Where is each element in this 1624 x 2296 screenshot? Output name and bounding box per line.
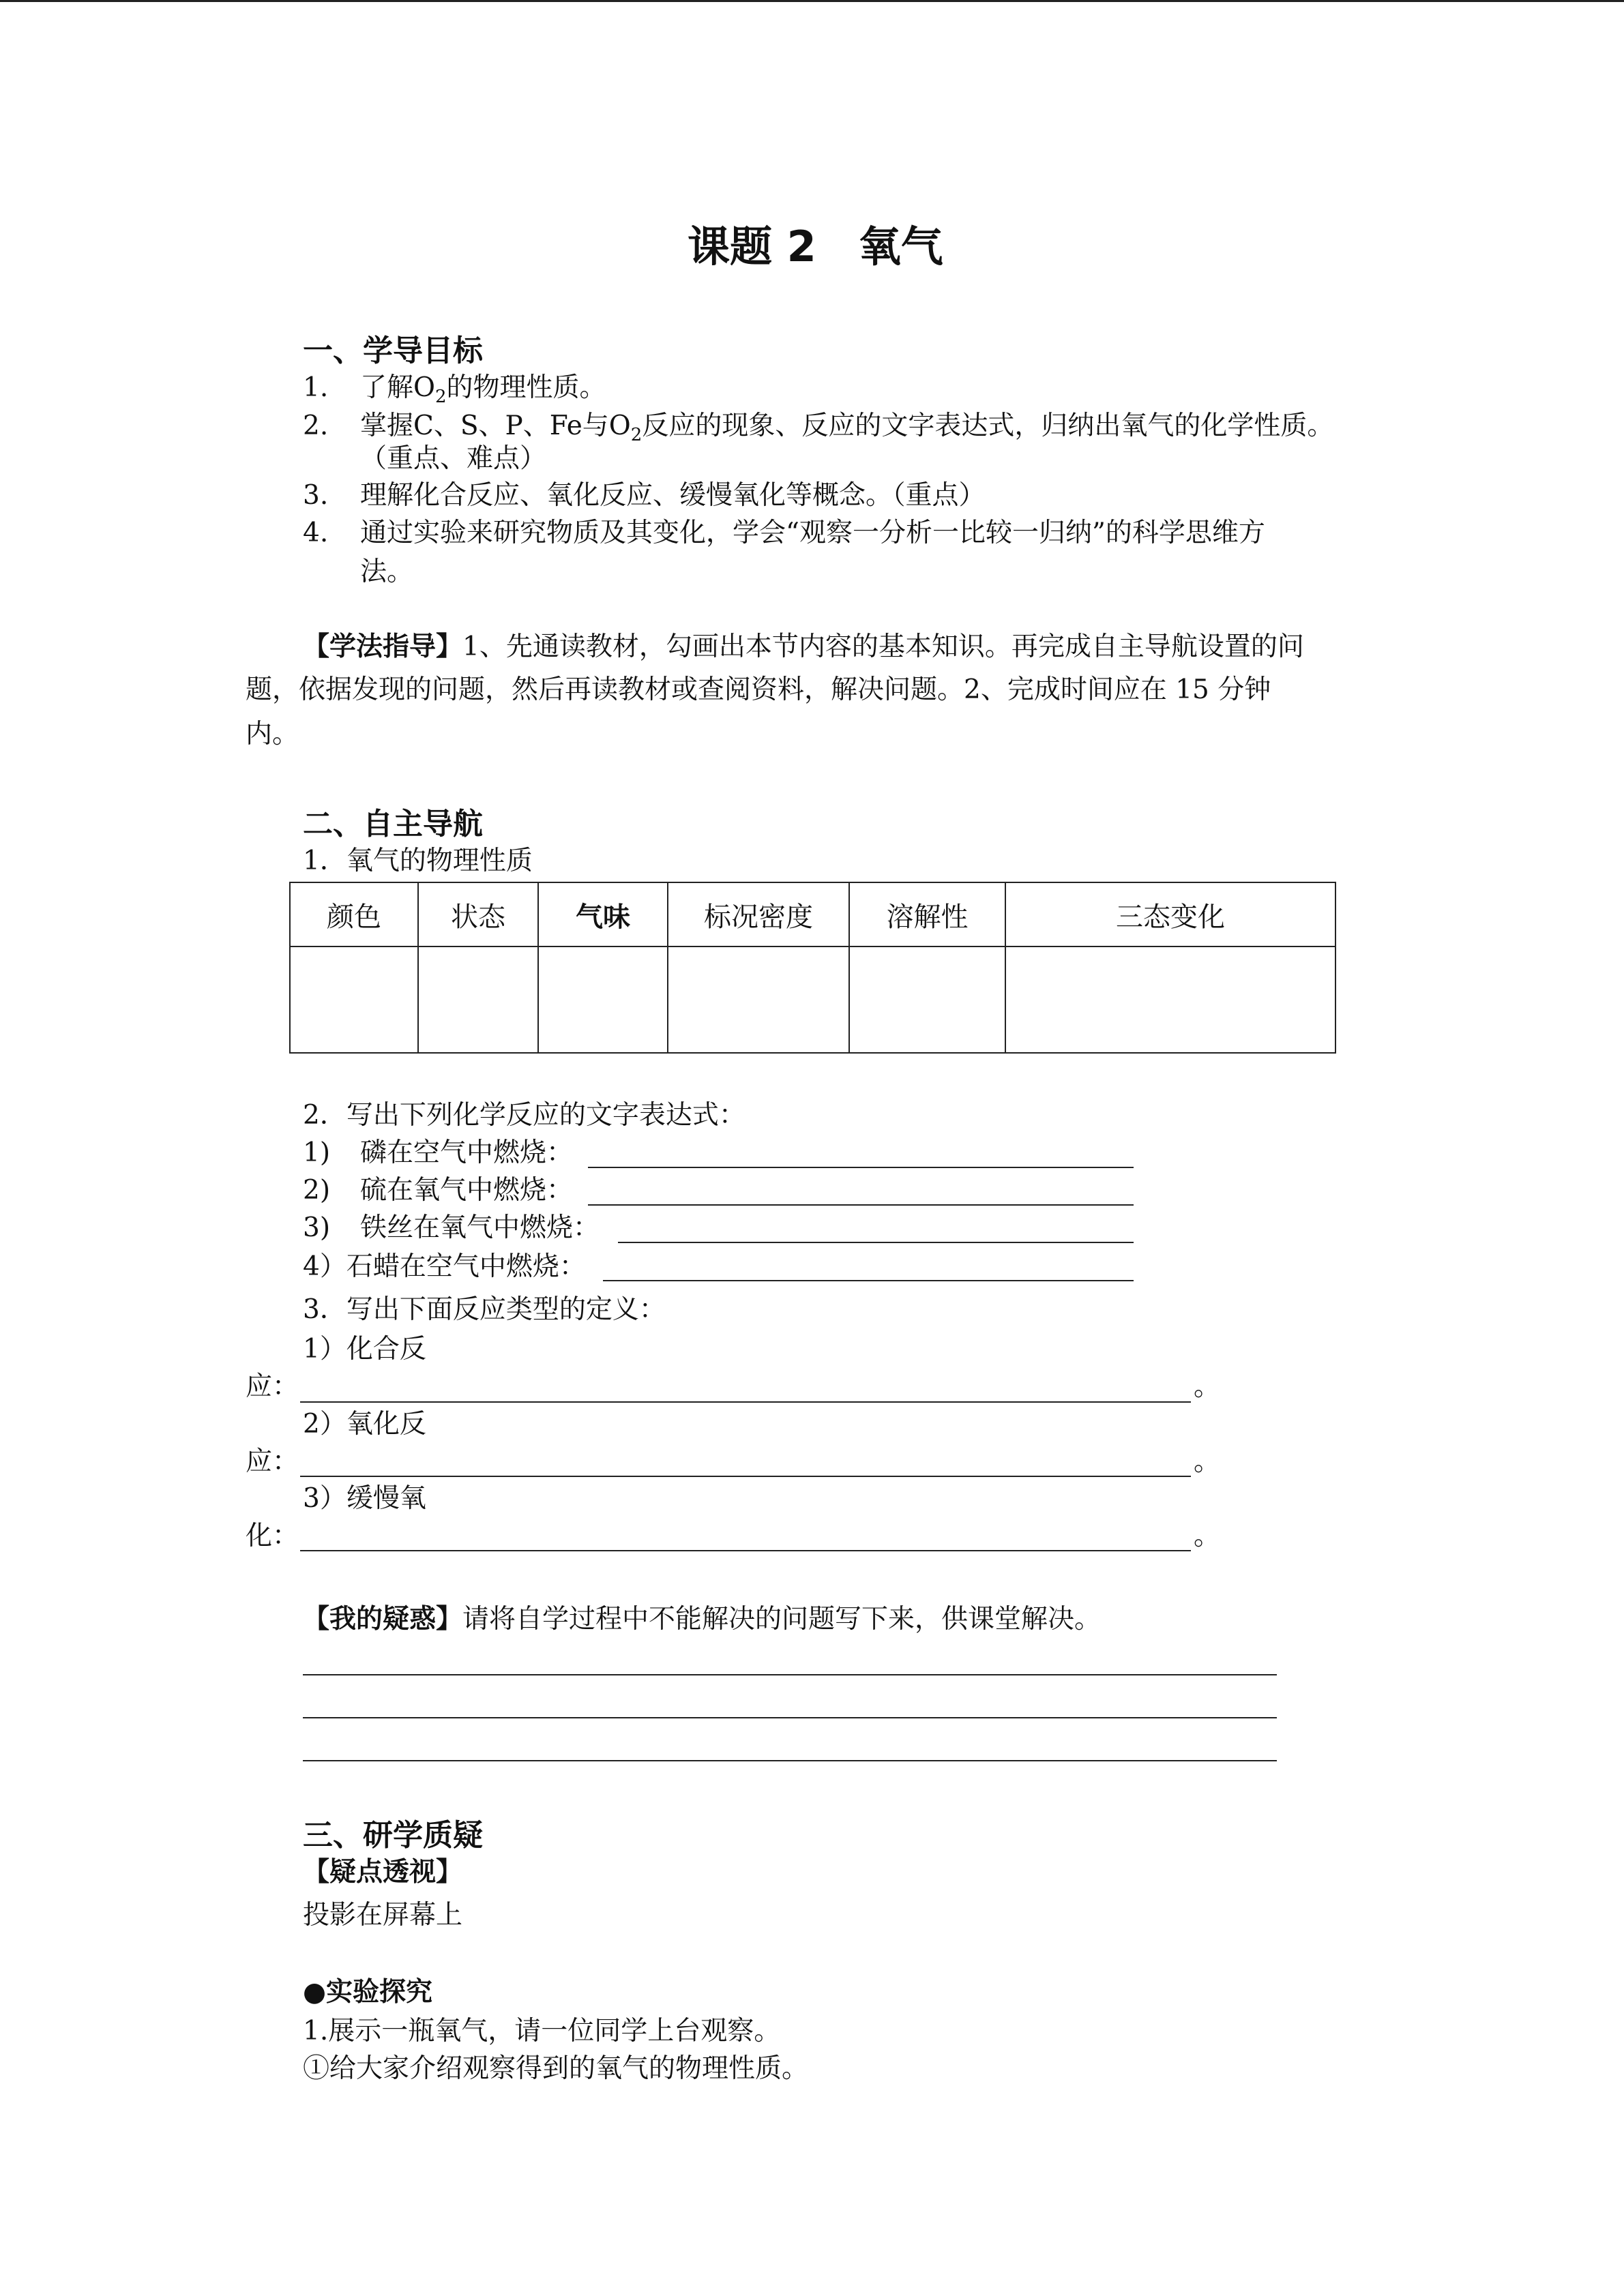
answer-line[interactable] xyxy=(618,1242,1134,1243)
table-header-cell: 溶解性 xyxy=(849,882,1005,946)
definition-2-label: 2）氧化反 xyxy=(303,1409,426,1440)
doubt-answer-line[interactable] xyxy=(303,1760,1277,1761)
table-answer-cell[interactable] xyxy=(290,946,418,1053)
reaction-1 xyxy=(303,1133,573,1173)
answer-line[interactable] xyxy=(300,1401,1191,1403)
experiment-item-1a: ①给大家介绍观察得到的氧气的物理性质。 xyxy=(303,2053,809,2084)
goal-number: 3. xyxy=(303,480,329,511)
reaction-text: 铁丝在氧气中燃烧： xyxy=(360,1212,600,1243)
study-guide-line3: 内。 xyxy=(246,719,299,749)
definition-1-label: 1）化合反 xyxy=(303,1334,426,1365)
question-2: 2．写出下列化学反应的文字表达式： xyxy=(303,1100,745,1131)
study-guide-line2: 题，依据发现的问题，然后再读教材或查阅资料，解决问题。2、完成时间应在 15 分钟 xyxy=(246,674,1271,705)
experiment-label: ●实验探究 xyxy=(303,1977,433,2008)
study-guide-text: 1、先通读教材，勾画出本节内容的基本知识。再完成自主导航设置的问 xyxy=(462,631,1304,662)
definition-3-label: 3）缓慢氧 xyxy=(303,1483,426,1514)
doubt-answer-line[interactable] xyxy=(303,1674,1277,1675)
study-guide-label: 【学法指导】 xyxy=(303,631,463,662)
table-header-row xyxy=(290,882,1335,946)
question-1: 1．氧气的物理性质 xyxy=(303,846,533,876)
reaction-4: 4）石蜡在空气中燃烧： xyxy=(303,1251,586,1282)
goal-subscript: 2 xyxy=(434,386,447,407)
goal-text-rest: 反应的现象、反应的文字表达式，归纳出氧气的化学性质。 xyxy=(642,411,1334,441)
table-answer-cell[interactable] xyxy=(418,946,538,1053)
goal-number: 1. xyxy=(303,372,329,403)
study-guide-line1 xyxy=(303,627,1304,667)
goal-text: 了解O xyxy=(360,372,435,403)
table-header-cell: 气味 xyxy=(538,882,668,946)
my-doubts-text: 请将自学过程中不能解决的问题写下来，供课堂解决。 xyxy=(462,1604,1102,1635)
definition-2-end: 。 xyxy=(1194,1446,1221,1477)
my-doubts xyxy=(303,1600,1101,1639)
goal-text: 通过实验来研究物质及其变化，学会“观察一分析一比较一归纳”的科学思维方 xyxy=(360,518,1265,548)
definition-1-end: 。 xyxy=(1194,1371,1221,1402)
reaction-number: 1) xyxy=(303,1137,331,1168)
page-top-border xyxy=(0,0,1624,2)
reaction-number: 2) xyxy=(303,1175,331,1206)
focus-label: 【疑点透视】 xyxy=(303,1857,463,1888)
section2-heading: 二、自主导航 xyxy=(303,807,483,841)
page-title: 课题 2 氧气 xyxy=(688,222,943,271)
goal-4-line2: 法。 xyxy=(360,556,414,587)
answer-line[interactable] xyxy=(300,1550,1191,1551)
goal-2-line2: （重点、难点） xyxy=(360,443,547,474)
definition-1-label-cont: 应： xyxy=(246,1371,299,1402)
definition-3-end: 。 xyxy=(1194,1521,1221,1551)
table-answer-cell[interactable] xyxy=(538,946,668,1053)
definition-3-label-cont: 化： xyxy=(246,1521,299,1551)
question-3: 3．写出下面反应类型的定义： xyxy=(303,1294,666,1325)
table-row xyxy=(290,946,1335,1053)
goal-text: 理解化合反应、氧化反应、缓慢氧化等概念。（重点） xyxy=(360,480,986,511)
goal-subscript: 2 xyxy=(630,424,643,445)
doubt-answer-line[interactable] xyxy=(303,1717,1277,1718)
experiment-item-1: 1.展示一瓶氧气，请一位同学上台观察。 xyxy=(303,2016,781,2046)
reaction-3 xyxy=(303,1208,600,1248)
goal-3 xyxy=(303,476,986,516)
goal-text-rest: 的物理性质。 xyxy=(446,372,606,403)
answer-line[interactable] xyxy=(603,1280,1134,1281)
table-header-cell: 三态变化 xyxy=(1005,882,1335,946)
goal-4 xyxy=(303,513,1265,553)
table-header-cell: 状态 xyxy=(418,882,538,946)
reaction-number: 3) xyxy=(303,1212,331,1243)
answer-line[interactable] xyxy=(588,1167,1134,1168)
answer-line[interactable] xyxy=(588,1204,1134,1206)
reaction-2 xyxy=(303,1171,573,1210)
physical-properties-table xyxy=(289,882,1336,1054)
section3-heading: 三、研学质疑 xyxy=(303,1818,483,1853)
table-answer-cell[interactable] xyxy=(1005,946,1335,1053)
definition-2-label-cont: 应： xyxy=(246,1446,299,1477)
my-doubts-label: 【我的疑惑】 xyxy=(303,1604,463,1635)
focus-text: 投影在屏幕上 xyxy=(303,1900,463,1930)
section1-heading: 一、学导目标 xyxy=(303,333,483,368)
goal-text: 掌握C、S、P、Fe与O xyxy=(360,411,631,441)
table-header-cell: 颜色 xyxy=(290,882,418,946)
goal-number: 2. xyxy=(303,411,329,441)
table-header-cell: 标况密度 xyxy=(668,882,849,946)
reaction-text: 硫在氧气中燃烧： xyxy=(360,1175,574,1206)
reaction-text: 磷在空气中燃烧： xyxy=(360,1137,574,1168)
table-answer-cell[interactable] xyxy=(849,946,1005,1053)
goal-number: 4. xyxy=(303,518,329,548)
answer-line[interactable] xyxy=(300,1476,1191,1477)
table-answer-cell[interactable] xyxy=(668,946,849,1053)
